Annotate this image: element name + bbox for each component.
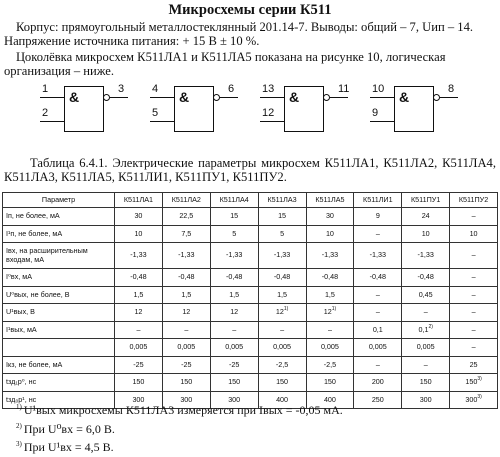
footnote-ref: 2) <box>428 323 433 330</box>
cell-value: 1,5 <box>324 289 335 299</box>
value-cell <box>306 356 354 374</box>
value-cell <box>354 208 402 226</box>
value-cell <box>162 374 210 392</box>
cell-value: 15 <box>230 211 239 220</box>
cell-value: – <box>184 324 189 334</box>
value-cell <box>162 225 210 243</box>
value-cell <box>402 356 450 374</box>
nand-gate <box>40 83 150 136</box>
cell-value: 150 <box>419 377 432 386</box>
cell-value: – <box>375 359 380 369</box>
cell-value: -0,48 <box>130 272 147 281</box>
value-cell <box>306 243 354 269</box>
cell-value: 150 <box>180 377 193 386</box>
value-cell <box>306 339 354 357</box>
cell-value: 5 <box>232 228 237 238</box>
value-cell <box>162 208 210 226</box>
cell-value: – <box>471 250 476 260</box>
cell-value: 24 <box>421 211 430 220</box>
value-cell <box>402 243 450 269</box>
inverter-bubble-icon <box>323 94 330 101</box>
cell-value: 0,1 <box>372 324 383 334</box>
cell-value: 12 <box>134 307 143 316</box>
pin-label: 12 <box>262 107 275 119</box>
value-cell <box>258 208 306 226</box>
value-cell <box>450 339 498 357</box>
cell-value: – <box>471 211 476 220</box>
cell-value: 0,005 <box>273 342 292 351</box>
pin-label: 3 <box>118 83 125 95</box>
cell-value: 150 <box>228 377 241 386</box>
cell-value: – <box>136 324 141 334</box>
header-chip: К511ПУ2 <box>450 193 498 208</box>
value-cell <box>258 243 306 269</box>
footnote-text: U¹вых микросхемы К511ЛА3 измеряется при Iвых = -0,05 мА. <box>23 403 343 417</box>
table-header-row <box>3 193 498 208</box>
pin-label: 1 <box>42 83 49 95</box>
value-cell <box>258 374 306 392</box>
cell-value: 22,5 <box>179 211 194 220</box>
value-cell <box>354 225 402 243</box>
cell-value: -0,48 <box>417 272 434 281</box>
table-row <box>3 225 498 243</box>
value-cell <box>210 304 258 322</box>
value-cell <box>402 391 450 409</box>
cell-value: 0,005 <box>225 342 244 351</box>
cell-value: -1,33 <box>225 250 243 260</box>
value-cell <box>450 304 498 322</box>
cell-value: 12 <box>182 307 191 316</box>
value-cell <box>210 286 258 304</box>
parameter-cell: I¹п, не более, мА <box>3 225 115 243</box>
cell-value: -1,33 <box>178 250 195 260</box>
header-chip: К511ПУ1 <box>402 193 450 208</box>
cell-value: 150 <box>132 377 145 386</box>
cell-value: – <box>375 289 380 299</box>
footnote-3 <box>16 440 114 454</box>
value-cell <box>354 391 402 409</box>
cell-value: -0,48 <box>225 272 243 281</box>
cell-value: 150 <box>323 377 336 386</box>
footnote-mark: 3) <box>16 440 22 448</box>
value-cell <box>115 225 163 243</box>
cell-value: – <box>471 289 476 299</box>
table-row <box>3 269 498 287</box>
pin-label: 10 <box>372 83 385 95</box>
pin-label: 4 <box>152 83 159 95</box>
cell-value: – <box>423 359 428 369</box>
table-row <box>3 339 498 357</box>
nand-gate <box>150 83 260 136</box>
pin-label: 9 <box>372 107 379 119</box>
value-cell <box>306 374 354 392</box>
cell-value: -2,5 <box>323 359 337 369</box>
cell-value: 1,5 <box>133 289 144 299</box>
value-cell <box>450 321 498 339</box>
pin-label: 8 <box>448 83 455 95</box>
cell-value: 300 <box>132 394 145 404</box>
value-cell <box>115 339 163 357</box>
parameter-cell <box>3 339 115 357</box>
cell-value: 5 <box>280 228 285 238</box>
table-caption: Таблица 6.4.1. Электрические параметры микросхем К511ЛА1, К511ЛА2, К511ЛА4, К511ЛА3, К511ЛА5, К511ЛИ1, К511ПУ1, К511ПУ2. <box>4 156 496 185</box>
header-chip: К511ЛА1 <box>115 193 163 208</box>
footnote-text: При U¹вх = 4,5 В. <box>23 440 114 454</box>
value-cell <box>450 208 498 226</box>
cell-value: 12 <box>323 307 332 316</box>
value-cell <box>258 321 306 339</box>
value-cell <box>258 339 306 357</box>
value-cell <box>450 269 498 287</box>
value-cell <box>115 286 163 304</box>
cell-value: 400 <box>276 394 289 404</box>
value-cell <box>162 356 210 374</box>
cell-value: 0,1 <box>418 324 429 334</box>
header-chip: К511ЛА2 <box>162 193 210 208</box>
cell-value: 300 <box>180 394 193 404</box>
cell-value: 0,005 <box>416 342 435 351</box>
table-row <box>3 374 498 392</box>
cell-value: 10 <box>469 228 478 238</box>
value-cell <box>354 304 402 322</box>
value-cell <box>162 304 210 322</box>
cell-value: 15 <box>278 211 287 220</box>
value-cell <box>402 374 450 392</box>
value-cell <box>162 286 210 304</box>
parameter-cell: Iкз, не более, мА <box>3 356 115 374</box>
value-cell <box>402 225 450 243</box>
parameter-cell: Iп, не более, мА <box>3 208 115 226</box>
cell-value: 30 <box>325 211 334 220</box>
value-cell <box>115 243 163 269</box>
cell-value: – <box>280 324 285 334</box>
value-cell <box>258 286 306 304</box>
and-symbol: & <box>399 89 410 105</box>
value-cell <box>210 374 258 392</box>
parameter-cell: tзд₁р⁰, нс <box>3 374 115 392</box>
pin-label: 2 <box>42 107 49 119</box>
value-cell <box>210 356 258 374</box>
parameter-cell: I¹вых, мА <box>3 321 115 339</box>
parameters-table <box>2 192 498 409</box>
header-parameter: Параметр <box>3 193 115 208</box>
parameter-cell: U⁰вых, не более, В <box>3 286 115 304</box>
value-cell <box>210 269 258 287</box>
cell-value: 200 <box>371 377 384 386</box>
parameter-cell: I⁰вх, мА <box>3 269 115 287</box>
footnote-1 <box>16 403 343 417</box>
cell-value: – <box>375 228 380 238</box>
value-cell <box>450 356 498 374</box>
footnote-text: При U⁰вх = 6,0 В. <box>23 422 115 436</box>
cell-value: 12 <box>230 307 239 316</box>
pinout-paragraph: Цоколёвка микросхем К511ЛА1 и К511ЛА5 показана на рисунке 10, логическая организация – ниже. <box>4 50 446 79</box>
parameter-cell: tзд₀р¹, нс <box>3 391 115 409</box>
cell-value: -25 <box>133 359 144 369</box>
cell-value: 25 <box>469 359 478 369</box>
table-row <box>3 321 498 339</box>
value-cell <box>354 356 402 374</box>
pin-label: 6 <box>228 83 235 95</box>
cell-value: – <box>423 307 428 316</box>
footnote-ref: 3) <box>477 376 482 382</box>
cell-value: -0,48 <box>178 272 195 281</box>
footnote-mark: 1) <box>16 403 22 411</box>
pin-label: 13 <box>262 83 275 95</box>
value-cell <box>402 286 450 304</box>
nand-gate <box>260 83 370 136</box>
cell-value: 30 <box>134 211 143 220</box>
package-paragraph: Корпус: прямоугольный металлостеклянный 201.14-7. Выводы: общий – 7, Uип – 14. Напряжение источника питания: + 15 В ± 10 %. <box>4 20 474 49</box>
cell-value: -0,48 <box>369 272 386 281</box>
and-symbol: & <box>179 89 190 105</box>
cell-value: 150 <box>276 377 289 386</box>
cell-value: 250 <box>371 394 384 404</box>
value-cell <box>450 286 498 304</box>
parameter-cell: Iвх, на расширительным входам, мА <box>3 243 115 269</box>
footnote-ref: 1) <box>283 306 289 312</box>
inverter-bubble-icon <box>213 94 220 101</box>
value-cell <box>354 243 402 269</box>
value-cell <box>162 339 210 357</box>
pin-label: 11 <box>338 83 350 95</box>
cell-value: 0,005 <box>177 342 196 351</box>
table-row <box>3 356 498 374</box>
value-cell <box>402 321 450 339</box>
footnote-2 <box>16 422 115 436</box>
value-cell <box>354 339 402 357</box>
cell-value: -1,33 <box>417 250 434 260</box>
value-cell <box>115 356 163 374</box>
table-row <box>3 208 498 226</box>
cell-value: -25 <box>181 359 192 369</box>
value-cell <box>354 269 402 287</box>
cell-value: – <box>471 342 476 351</box>
cell-value: 300 <box>419 394 432 404</box>
footnote-ref: 3) <box>477 393 482 400</box>
value-cell <box>450 391 498 409</box>
value-cell <box>306 225 354 243</box>
cell-value: 400 <box>323 394 336 404</box>
cell-value: – <box>471 272 476 281</box>
value-cell <box>306 208 354 226</box>
cell-value: – <box>471 307 476 316</box>
footnote-mark: 2) <box>16 422 22 430</box>
value-cell <box>210 321 258 339</box>
parameter-cell: U¹вых, В <box>3 304 115 322</box>
cell-value: -1,33 <box>369 250 386 260</box>
value-cell <box>162 321 210 339</box>
value-cell <box>115 321 163 339</box>
value-cell <box>162 243 210 269</box>
cell-value: – <box>232 324 237 334</box>
table-row <box>3 243 498 269</box>
value-cell <box>306 321 354 339</box>
value-cell <box>450 243 498 269</box>
value-cell <box>450 374 498 392</box>
cell-value: -1,33 <box>273 250 291 260</box>
value-cell <box>402 304 450 322</box>
cell-value: 12 <box>275 307 284 316</box>
value-cell <box>258 269 306 287</box>
value-cell <box>306 286 354 304</box>
cell-value: 10 <box>325 228 334 238</box>
cell-value: 0,005 <box>368 342 387 351</box>
cell-value: 0,005 <box>129 342 148 351</box>
table-row <box>3 304 498 322</box>
value-cell <box>210 243 258 269</box>
cell-value: – <box>471 324 476 334</box>
cell-value: 1,5 <box>229 289 240 299</box>
value-cell <box>306 269 354 287</box>
value-cell <box>210 339 258 357</box>
value-cell <box>258 304 306 322</box>
cell-value: 1,5 <box>277 289 288 299</box>
inverter-bubble-icon <box>433 94 440 101</box>
cell-value: -2,5 <box>275 359 289 369</box>
cell-value: -1,33 <box>130 250 147 260</box>
header-chip: К511ЛИ1 <box>354 193 402 208</box>
cell-value: 0,45 <box>418 289 433 299</box>
value-cell <box>402 269 450 287</box>
value-cell <box>450 225 498 243</box>
cell-value: 9 <box>375 211 380 220</box>
value-cell <box>115 374 163 392</box>
value-cell <box>402 339 450 357</box>
value-cell <box>354 286 402 304</box>
nand-gate <box>370 83 480 136</box>
value-cell <box>258 356 306 374</box>
value-cell <box>354 321 402 339</box>
page-title: Микросхемы серии К511 <box>168 2 332 18</box>
cell-value: -1,33 <box>321 250 339 260</box>
value-cell <box>306 304 354 322</box>
value-cell <box>162 269 210 287</box>
value-cell <box>258 225 306 243</box>
value-cell <box>210 225 258 243</box>
cell-value: 300 <box>465 394 478 404</box>
header-chip: К511ЛА4 <box>210 193 258 208</box>
pin-label: 5 <box>152 107 159 119</box>
value-cell <box>115 208 163 226</box>
footnote-ref: 1) <box>331 306 337 312</box>
value-cell <box>115 269 163 287</box>
cell-value: 10 <box>421 228 430 238</box>
value-cell <box>354 374 402 392</box>
inverter-bubble-icon <box>103 94 110 101</box>
value-cell <box>210 208 258 226</box>
cell-value: 150 <box>465 377 478 386</box>
cell-value: -0,48 <box>273 272 291 281</box>
cell-value: 300 <box>228 394 241 404</box>
table-row <box>3 286 498 304</box>
cell-value: 10 <box>134 228 143 238</box>
cell-value: 0,005 <box>320 342 339 351</box>
cell-value: 7,5 <box>181 228 192 238</box>
cell-value: – <box>327 324 332 334</box>
cell-value: -0,48 <box>321 272 339 281</box>
and-symbol: & <box>289 89 300 105</box>
header-chip: К511ЛА3 <box>258 193 306 208</box>
cell-value: – <box>375 307 380 316</box>
header-chip: К511ЛА5 <box>306 193 354 208</box>
cell-value: -25 <box>228 359 240 369</box>
value-cell <box>115 304 163 322</box>
and-symbol: & <box>69 89 80 105</box>
value-cell <box>402 208 450 226</box>
cell-value: 1,5 <box>181 289 192 299</box>
